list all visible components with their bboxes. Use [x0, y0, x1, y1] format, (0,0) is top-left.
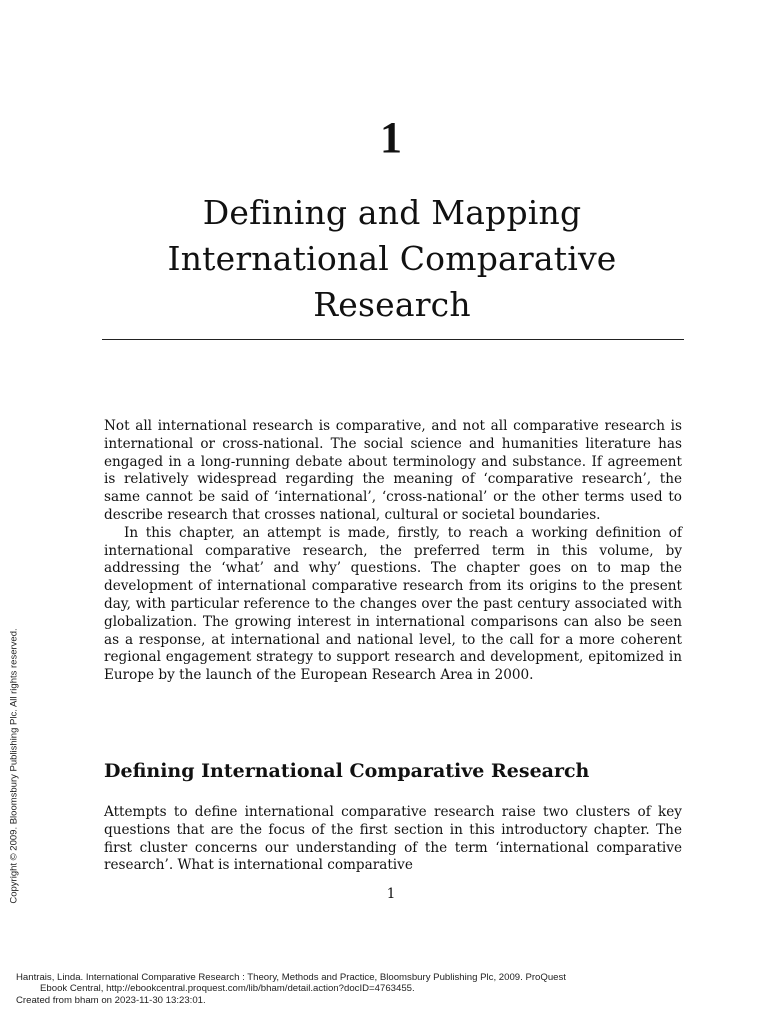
chapter-title-line: Defining and Mapping [202, 193, 582, 232]
section-paragraph: Attempts to define international comparative research raise two clusters of key questions that are the focus of the first section in this introductory chapter. The first cluster concerns our understanding of the term ‘international comparative research’. What is international comparative [104, 804, 682, 874]
citation-line: Hantrais, Linda. International Comparative Research : Theory, Methods and Practice, Bloomsbury Publishing Plc, 2009. ProQuest [16, 972, 566, 983]
citation-link-line[interactable]: Ebook Central, http://ebookcentral.proquest.com/lib/bham/detail.action?docID=4763455. [40, 983, 415, 995]
chapter-number: 1 [380, 113, 402, 162]
page-number: 1 [386, 886, 396, 902]
intro-paragraph: Not all international research is comparative, and not all comparative research is international or cross-national. The social science and humanities literature has engaged in a long-running debate about terminology and substance. If agreement is relatively widespread regarding the meaning of ‘comparative research’, the same cannot be said of ‘international’, ‘cross-national’ or the other terms used to describe research that crosses national, cultural or societal boundaries. [104, 418, 682, 523]
section-body [104, 804, 682, 875]
citation-created-line: Created from bham on 2023-11-30 13:23:01. [16, 994, 206, 1006]
copyright-notice: Copyright © 2009. Bloomsbury Publishing Plc. All rights reserved. [8, 628, 20, 904]
title-divider [102, 339, 684, 340]
chapter-title-line: International Comparative [167, 239, 617, 278]
intro-section [104, 418, 682, 685]
chapter-title [100, 190, 684, 328]
chapter-title-line: Research [313, 285, 471, 324]
intro-paragraph: In this chapter, an attempt is made, firstly, to reach a working definition of international comparative research, the preferred term in this volume, by addressing the ‘what’ and why’ questions. The chapter goes on to map the development of international comparative research from its origins to the present day, with particular reference to the changes over the past century associated with globalization. The growing interest in international comparisons can also be seen as a response, at international and national level, to the call for a more coherent regional engagement strategy to support research and development, epitomized in Europe by the launch of the European Research Area in 2000. [104, 524, 682, 684]
section-heading: Defining International Comparative Research [104, 760, 590, 782]
citation-footer [16, 972, 756, 1006]
